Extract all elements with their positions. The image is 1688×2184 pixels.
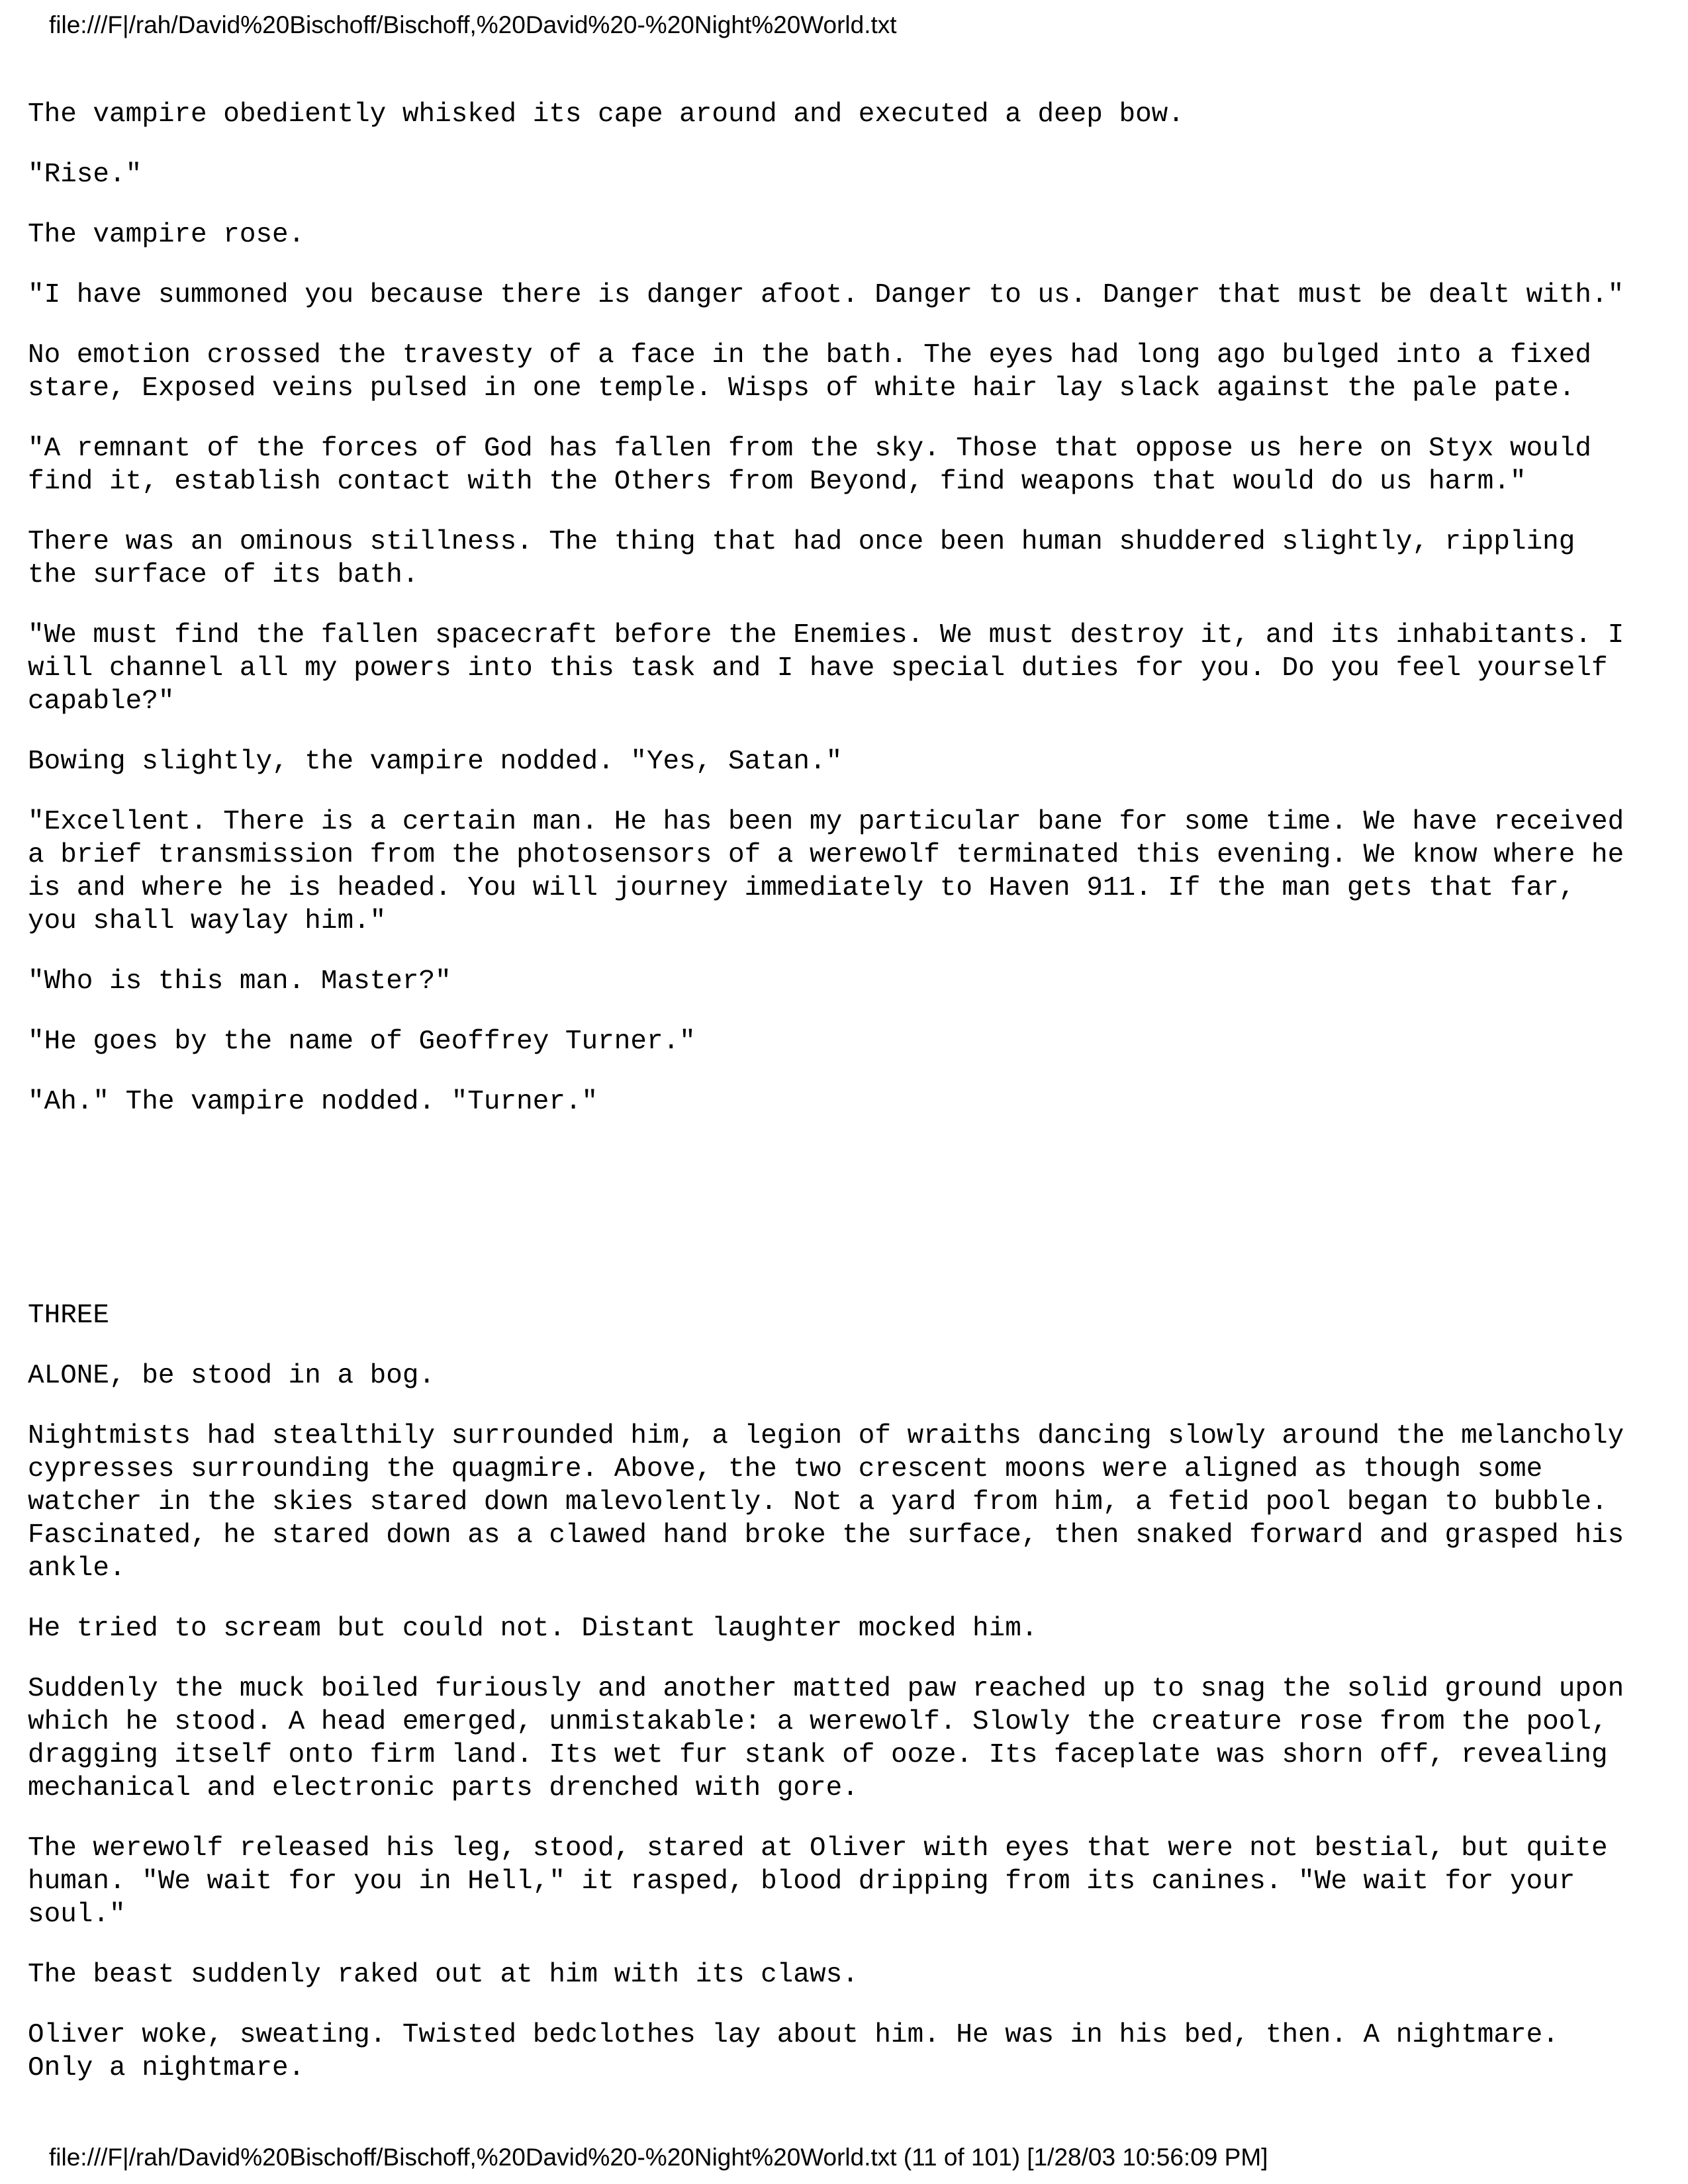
paragraph: "Who is this man. Master?" <box>28 966 451 997</box>
paragraph: The vampire obediently whisked its cape around and executed a deep bow. <box>28 99 1184 130</box>
chapter-spacer <box>28 1146 1669 1299</box>
paragraph: Nightmists had stealthily surrounded him, a legion of wraiths dancing slowly around the melancholy cypresses surrounding the quagmire. Above, the two crescent moons were aligned as though some watcher in the skies stared down malevolently. Not a yard from him, a fetid pool began to bubble. Fascinated, he stared down as a clawed hand broke the surface, then snaked forward and grasped his ankle. <box>28 1421 1624 1584</box>
paragraph: "We must find the fallen spacecraft before the Enemies. We must destroy it, and its inhabitants. I will channel all my powers into this task and I have special duties for you. Do you feel yourself capable?" <box>28 620 1624 717</box>
paragraph: The werewolf released his leg, stood, stared at Oliver with eyes that were not bestial, but quite human. "We wait for you in Hell," it rasped, blood dripping from its canines. "We wait for your soul." <box>28 1833 1608 1930</box>
paragraph: The vampire rose. <box>28 220 305 250</box>
paragraph: Oliver woke, sweating. Twisted bedclothes lay about him. He was in his bed, then. A nightmare. Only a nightmare. <box>28 2020 1559 2083</box>
header-file-path: file:///F|/rah/David%20Bischoff/Bischoff,%20David%20-%20Night%20World.txt <box>49 11 897 38</box>
paragraph: "A remnant of the forces of God has fallen from the sky. Those that oppose us here on Styx would find it, establish contact with the Others from Beyond, find weapons that would do us harm." <box>28 433 1591 497</box>
paragraph: Suddenly the muck boiled furiously and another matted paw reached up to snag the solid ground upon which he stood. A head emerged, unmistakable: a werewolf. Slowly the creature rose from the pool, dragging itself onto firm land. Its wet fur stank of ooze. Its faceplate was shorn off, revealing mechanical and electronic parts drenched with gore. <box>28 1674 1624 1803</box>
paragraph: He tried to scream but could not. Distant laughter mocked him. <box>28 1614 1038 1644</box>
paragraph: The beast suddenly raked out at him with its claws. <box>28 1960 859 1990</box>
document-body <box>28 98 1669 2112</box>
paragraph: "I have summoned you because there is danger afoot. Danger to us. Danger that must be dealt with." <box>28 280 1624 310</box>
paragraph: "Excellent. There is a certain man. He has been my particular bane for some time. We have received a brief transmission from the photosensors of a werewolf terminated this evening. We know where he is and where he is headed. You will journey immediately to Haven 911. If the man gets that far, you shall waylay him." <box>28 807 1624 936</box>
paragraph: No emotion crossed the travesty of a face in the bath. The eyes had long ago bulged into a fixed stare, Exposed veins pulsed in one temple. Wisps of white hair lay slack against the pale pate. <box>28 340 1591 404</box>
chapter-heading: THREE <box>28 1300 110 1331</box>
paragraph: Bowing slightly, the vampire nodded. "Yes, Satan." <box>28 747 843 777</box>
paragraph: "Rise." <box>28 159 142 190</box>
paragraph: ALONE, be stood in a bog. <box>28 1361 436 1391</box>
paragraph: "He goes by the name of Geoffrey Turner." <box>28 1026 696 1057</box>
paragraph: "Ah." The vampire nodded. "Turner." <box>28 1087 598 1117</box>
paragraph: There was an ominous stillness. The thing that had once been human shuddered slightly, rippling the surface of its bath. <box>28 527 1575 590</box>
footer-page-info: file:///F|/rah/David%20Bischoff/Bischoff,%20David%20-%20Night%20World.txt (11 of 101) [1/28/03 10:56:09 PM] <box>49 2144 1268 2171</box>
